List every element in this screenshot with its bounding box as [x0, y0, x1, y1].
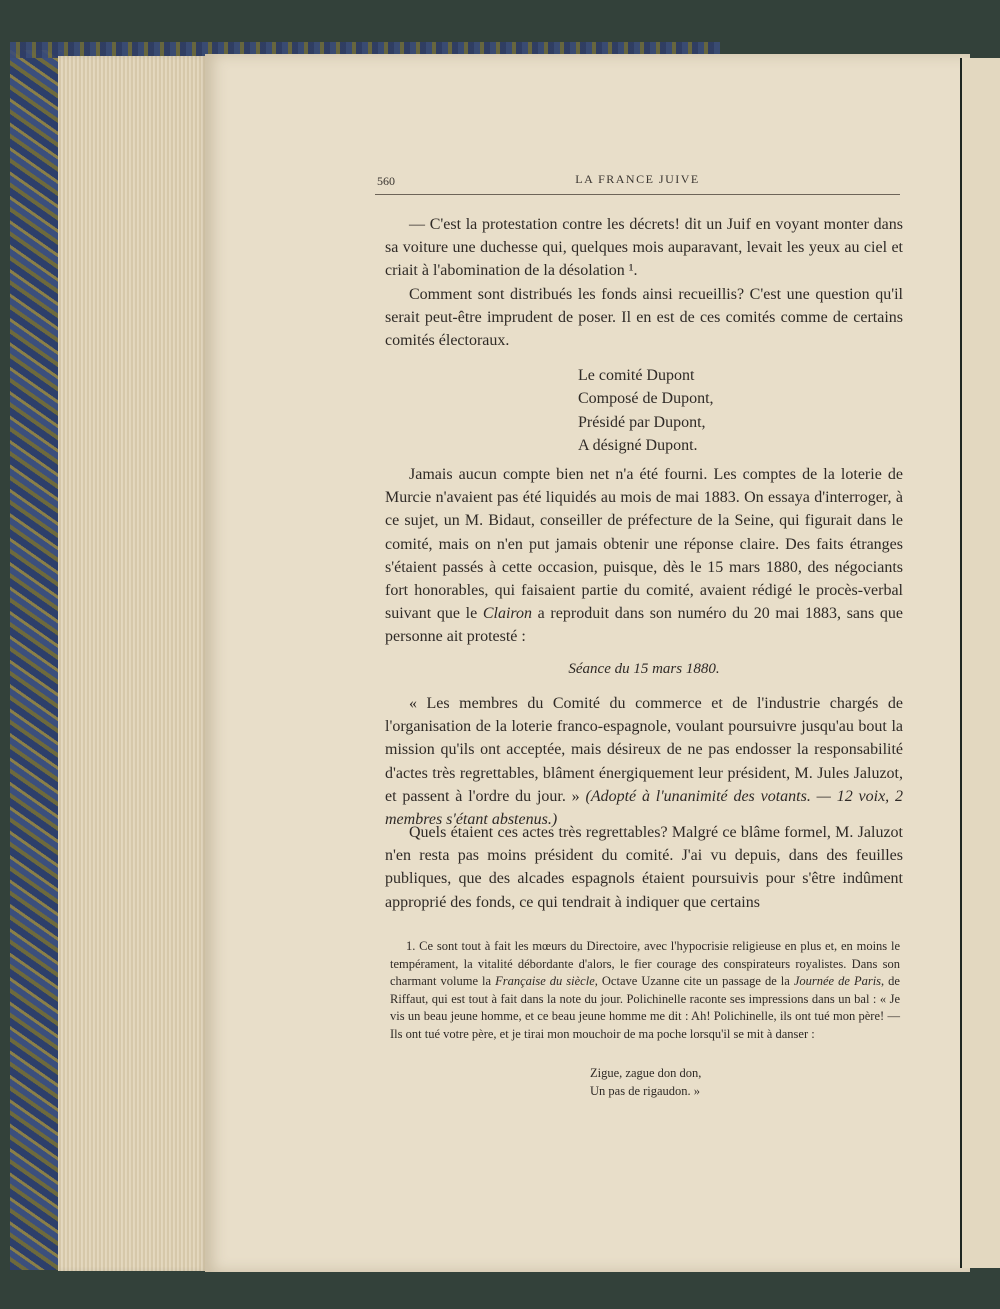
opening-paragraphs [385, 213, 903, 352]
quote-paragraph [385, 692, 903, 831]
footnote-verse [590, 1064, 790, 1100]
page-stack-edge [58, 56, 208, 1271]
loterie-text-a: Jamais aucun compte bien net n'a été fourni. Les comptes de la loterie de Murcie n'avaient pas été liquidés au mois de mai 1883. On essaya d'interroger, à ce sujet, un M. Bidaut, conseiller de préfecture de la Seine, qui figurait dans le comité, mais on n'en put jamais obtenir une réponse claire. Des faits étranges s'étaient passés à cette occasion, puisque, dès le 15 mars 1880, des négociants fort honorables, qui faisaient partie du comité, avaient rédigé le procès-verbal suivant que le [385, 466, 903, 623]
quote-block [385, 692, 903, 831]
facing-page-edge [960, 58, 1000, 1268]
paragraph-protestation: — C'est la protestation contre les décrets! dit un Juif en voyant monter dans sa voiture une duchesse qui, quelques mois auparavant, levait les yeux au ciel et criait à l'abomination de la désolation ¹. [385, 216, 903, 280]
footnote-part-2: , Octave Uzanne cite un passage de la [594, 974, 794, 988]
seance-heading: Séance du 15 mars 1880. [568, 661, 720, 677]
paragraph-fonds: Comment sont distribués les fonds ainsi recueillis? C'est une question qu'il serait peut-être imprudent de poser. Il en est de ces comités comme de certains comités électoraux. [385, 285, 903, 350]
loterie-text-b: a reproduit dans son numéro du 20 mai 1883, sans que personne ait protesté : [385, 605, 904, 646]
marbled-binding [10, 50, 64, 1270]
running-title: LA FRANCE JUIVE [575, 172, 700, 186]
quote-vote: (Adopté à l'unanimité des votants. — 12 voix, 2 membres s'étant abstenus.) [385, 787, 903, 829]
paragraph-regrettables: Quels étaient ces actes très regrettables? Malgré ce blâme formel, M. Jaluzot n'en resta pas moins président du comité. J'ai vu depuis, dans des feuilles publiques, que des alcades espagnols étaient poursuivis pour s'être indûment approprié des fonds, ce qui tendrait à indiquer que certains [385, 824, 903, 911]
paragraph-loterie-text [385, 463, 903, 649]
footnote-italic-1: Française du siècle [495, 974, 595, 988]
footnote-verse-line: Zigue, zague don don, [590, 1066, 702, 1080]
page-number: 560 [377, 174, 395, 188]
footnote [390, 938, 900, 1043]
verse-line: A désigné Dupont. [578, 436, 698, 454]
paragraph-final [385, 821, 903, 914]
verse-line: Présidé par Dupont, [578, 413, 706, 431]
footnote-part-3: , de Riffaut, qui est tout à fait dans la note du jour. Polichinelle raconte ses impressions dans un bal : « Je vis un beau jeune homme, et ce beau jeune homme me dit : Ah! Polichinelle, ils ont tué mon père! — Ils ont tué votre père, et je tirai mon mouchoir de ma poche lorsqu'il se mit à danser : [390, 974, 900, 1041]
footnote-text [390, 938, 900, 1043]
verse-dupont [578, 364, 778, 457]
footnote-part-1: 1. Ce sont tout à fait les mœurs du Directoire, avec l'hypocrisie religieuse en plus et, en moins le tempérament, la vitalité débordante d'alors, le fier courage des conspirateurs royalistes. Dans son charmant volume la [390, 939, 900, 988]
footnote-italic-2: Journée de Paris [793, 974, 882, 988]
footnote-verse-line: Un pas de rigaudon. » [590, 1084, 701, 1098]
verse-line: Composé de Dupont, [578, 390, 714, 408]
clairon-title: Clairon [482, 605, 533, 623]
quote-text: « Les membres du Comité du commerce et de l'industrie chargés de l'organisation de la loterie franco-espagnole, voulant poursuivre jusqu'au bout la mission qu'ils ont acceptée, mais désireux de ne pas endosser la responsabilité d'actes très regrettables, blâment énergiquement leur président, M. Jules Jaluzot, et passent à l'ordre du jour. » [385, 695, 903, 805]
paragraph-loterie [385, 463, 903, 649]
verse-line: Le comité Dupont [578, 367, 695, 384]
page-header [375, 172, 900, 195]
